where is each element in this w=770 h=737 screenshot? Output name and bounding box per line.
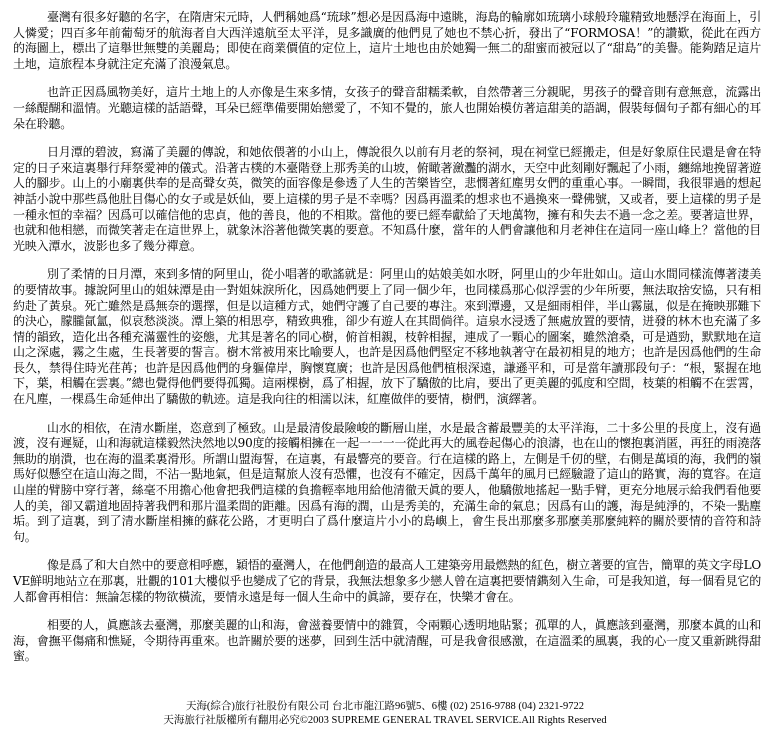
article-paragraph: 山水的相依，在清水斷崖，恣意到了極致。山是最清俊最險峻的斷層山崖，水是最含蓄最豐美的太平洋海，二十多公里的長度上，沒有過渡，沒有遲疑，山和海就這樣毅然決然地以90度的接觸相擁在一起一一一一從此再大的風卷起傷心的浪濤，也在山的懷抱裏消匿，再狂的雨澆落無助的崩潰，也在海的溫柔裏滑形。所謂山盟海誓，在這裏，有最響亮的要音。行在這樣的路上，左側是千仞的壁，右側是萬頃的海，我們的嶺馬好似懸空在這山海之間，不沾一點地氣，但是這幫旅人沒有恐懼，也沒有不確定，因爲千萬年的風月已經驗證了這山的路實，海的寬容。在這山崖的臂膀中穿行著，絲毫不用擔心他會把我們這樣的負擔輕率地用給他清徹天眞的要人，他驕傲地搖起一點手臂，更充分地展示給我們看他要人的美，卻又霸道地固持著我們和那片溫柔間的距離。因爲有海的潤，山是秀美的，充滿生命的氣息；因爲有山的護，海是純淨的，不染一點塵垢。到了這裏，到了清水斷崖相擁的蘇花公路，才更明白了爲什麼這片小小的島嶼上，會生長出那麼多那麼美那麼純粹的關於要情的音符和詩句。 — [13, 420, 761, 544]
article-paragraph: 也許正因爲風物美好，這片土地上的人亦像是生來多情，女孩子的聲音甜糯柔軟，自然帶著三分親昵，男孩子的聲音則有意無意，流露出一絲醍醐和溫情。光聽這樣的話語聲，耳朵已經準備要開始戀愛了，不知不覺的，旅人也開始模仿著這甜美的語調，假裝每個句子都有細心的耳朵在聆聽。 — [13, 85, 761, 131]
company-info: 天海(綜合)旅行社股份有限公司 台北市龍江路96號5、6樓 (02) 2516-9788 (04) 2321-9722 — [185, 701, 585, 712]
article-paragraph: 臺灣有很多好聽的名字，在隋唐宋元時，人們稱她爲“琉球”想必是因爲海中遠眺，海島的輪廓如琉璃小球般玲瓏精致地懸浮在海面上，引人憐愛；四百多年前葡萄牙的航海者自大西洋遠航至太平洋，見多識廣的他們見了她也不禁心折，發出了“FORMOSA！”的讚歎，從此在西方的海圖上，標出了這舉世無雙的美麗島；即使在商業價值的定位上，這片土地也由於她獨一無二的甜蜜而被冠以了“甜島”的美譽。能夠踏足這片土地，這旅程本身就注定充滿了浪漫氣息。 — [13, 10, 761, 71]
article-body — [13, 10, 761, 678]
article-paragraph: 像是爲了和大自然中的要意相呼應，穎悟的臺灣人，在他們創造的最高人工建築旁用最燃熱的紅色，樹立著要的宣告，簡單的英文字母LOVE鮮明地站立在那裏，壯觀的101大樓似乎也變成了它的背景，我無法想象多少戀人曾在這裏把要情鐫刻入生命，可是我知道，每一個看見它的人都會再相信：無論怎樣的物欲橫流，要情永遠是每一個人生命中的眞諦，要存在，快樂才會在。 — [13, 558, 761, 604]
article-paragraph: 別了柔情的日月潭，來到多情的阿里山，從小唱著的歌謠就是：阿里山的姑娘美如水呀，阿里山的少年壯如山。這山水間同樣流傳著淒美的要情故事。據說阿里山的姐妹潭是由一對姐妹淚所化，因爲她們要上了同一個少年，也同樣爲那心似浮雲的少年所要，無法取捨安協，只有相約赴了黃泉。死亡雖然是爲無奈的選擇，但是以這種方式，她們守護了自己要的專注。來到潭邊，又是細雨相伴，半山霧嵐，似是在掩映那難下的決心，朦朧氤氳，似哀愁淡淡。潭上築的相思亭，精致典雅，卻少有遊人在其間倘徉。這泉水浸透了無處放置的要情，迸發的林木也充滿了多情的韻致，造化出各種充滿靈性的姿態，尤其是著名的同心樹，俯首相親，枝幹相握，連成了一顆心的圖案，雖然滄桑，可是遒勁，默默地在這山之深處，霧之生處，生長著要的誓言。樹木常被用來比喻要人，也許是因爲他們堅定不移地執著守在最初相見的地方；也許是因爲他們的生命長久，禁得住時光荏苒；也許是因爲他們的身軀偉岸，胸懷寬廣；也許是因爲他們植根深遠，謙遜平和，可是當年讀那段句子：“根，緊握在地下，葉，相觸在雲裏。”總也覺得他們要得孤獨。這兩棵樹，爲了相握，放下了驕傲的比肩，要出了更美麗的弧度和空間，枝葉的相觸不在雲霄，在凡塵，一棵爲生命延伸出了驕傲的軌迹。這是我向往的相濡以沫，紅塵做伴的要情，樹們，演繹著。 — [13, 267, 761, 407]
copyright-notice: 天海旅行社版權所有翻用必究©2003 SUPREME GENERAL TRAVEL SERVICE.All Rights Reserved — [163, 715, 607, 726]
article-paragraph: 相要的人，眞應該去臺灣，那麼美麗的山和海，會滋養要情中的雜質，令兩顆心透明地貼緊；孤單的人，眞應該到臺灣，那麼本眞的山和海，會撫平傷痛和憔疑，令期待再重來。也許關於要的迷夢，回到生活中就清醒，可是我會很感激，在這溫柔的風裏，我的心一度又重新跳得甜蜜。 — [13, 618, 761, 664]
page-footer — [0, 700, 770, 728]
article-paragraph: 日月潭的碧波，寫滿了美麗的傳說，和她依偎著的小山上，傳說很久以前有月老的祭祠，現在祠堂已經搬走，但是好象原住民還是會在特定的日子來這裏舉行拜祭愛神的儀式。沿著古樸的木臺階登上那秀美的山坡，俯瞰著瀲灩的湖水，天空中此刻剛好飄起了小雨，纏綿地挽留著遊人的腳步。山上的小廟裏供奉的是高聲女英，微笑的面容像是參透了人生的苦樂皆空，悲憫著紅塵男女們的重重心事。一瞬間，我很罪過的想起神話小說中那些爲他肚目傷心的女子或是妖仙，要上這樣的男子是不幸嗎？因爲再溫柔的想求也不過換來一聲佛號，又或者，要上這樣的男子是一種永恒的幸福？因爲可以確信他的忠貞，他的善良，他的不相欺。當他的要已經奉獻給了天地萬物，擁有和失去不過一念之差。要著這世界，也就和他相戀，而微笑著走在這世界上，就象沐浴著他微笑裏的要意。不知爲什麼，當年的人們會讓他和月老神住在這同一座山峰上？當他的目光映入潭水，波影也多了幾分禪意。 — [13, 145, 761, 253]
